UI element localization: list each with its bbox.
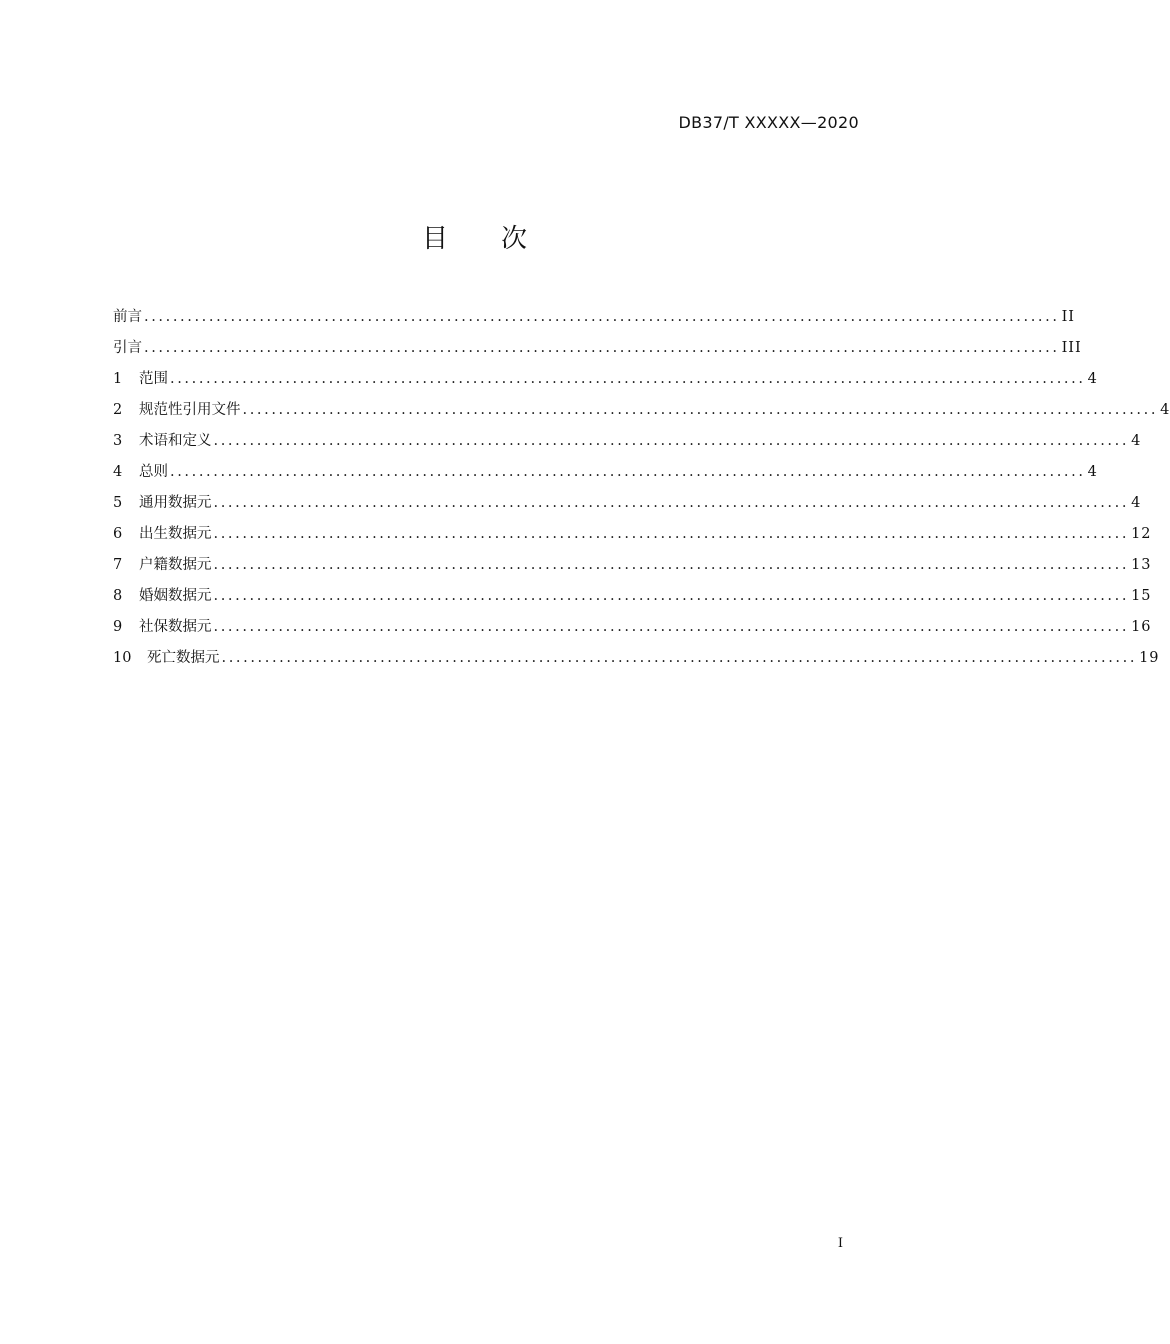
toc-entry-title: 社保数据元: [139, 619, 212, 635]
toc-leader-dots: ...............................................................................................................................: [170, 371, 1086, 387]
toc-entry-title: 户籍数据元: [139, 557, 212, 573]
toc-page-number: 19: [1139, 650, 1160, 666]
toc-entry-2[interactable]: [113, 398, 1170, 429]
toc-entry-foreword[interactable]: [113, 305, 1076, 336]
toc-title: [0, 218, 950, 255]
toc-section-number: 2: [113, 402, 123, 418]
toc-leader-dots: ...............................................................................................................................: [242, 402, 1159, 418]
toc-entry-1[interactable]: [113, 367, 1098, 398]
toc-leader-dots: ...............................................................................................................................: [213, 495, 1130, 511]
toc-page-number: 4: [1087, 371, 1098, 387]
toc-leader-dots: ...............................................................................................................................: [213, 526, 1130, 542]
toc-entry-title: 引言: [113, 340, 142, 356]
toc-entry-4[interactable]: [113, 460, 1098, 491]
toc-page-number: 12: [1131, 526, 1152, 542]
toc-entry-title: 前言: [113, 309, 142, 325]
toc-leader-dots: ...............................................................................................................................: [144, 309, 1060, 325]
toc-entry-title: 规范性引用文件: [139, 402, 241, 418]
toc-section-number: 7: [113, 557, 123, 573]
toc-entry-title: 出生数据元: [139, 526, 212, 542]
toc-leader-dots: ...............................................................................................................................: [213, 619, 1130, 635]
toc-entry-title: 范围: [139, 371, 168, 387]
toc-section-number: 10: [113, 650, 132, 666]
toc-page-number: 13: [1131, 557, 1152, 573]
toc-leader-dots: ...............................................................................................................................: [221, 650, 1138, 666]
toc-entry-introduction[interactable]: [113, 336, 1082, 367]
toc-entry-6[interactable]: [113, 522, 1152, 553]
document-code: DB37/T XXXXX—2020: [678, 113, 859, 132]
toc-title-char-1: 目: [421, 224, 449, 254]
toc-page-number: 4: [1087, 464, 1098, 480]
toc-page-number: 15: [1131, 588, 1152, 604]
toc-leader-dots: ...............................................................................................................................: [213, 433, 1130, 449]
toc-entry-title: 婚姻数据元: [139, 588, 212, 604]
toc-section-number: 4: [113, 464, 123, 480]
toc-entry-5[interactable]: [113, 491, 1142, 522]
toc-page-number: 4: [1131, 433, 1142, 449]
toc-section-number: 9: [113, 619, 123, 635]
toc-section-number: 8: [113, 588, 123, 604]
toc-entry-7[interactable]: [113, 553, 1152, 584]
page-number: I: [837, 1236, 843, 1251]
toc-leader-dots: ...............................................................................................................................: [213, 557, 1130, 573]
toc-entry-title: 死亡数据元: [147, 650, 220, 666]
toc-entry-8[interactable]: [113, 584, 1152, 615]
toc-page-number: II: [1061, 309, 1076, 325]
toc-entry-9[interactable]: [113, 615, 1152, 646]
toc-leader-dots: ...............................................................................................................................: [170, 464, 1086, 480]
toc-section-number: 5: [113, 495, 123, 511]
toc-entry-title: 术语和定义: [139, 433, 212, 449]
toc-list: [113, 305, 1170, 677]
toc-entry-title: 通用数据元: [139, 495, 212, 511]
toc-entry-10[interactable]: [113, 646, 1160, 677]
toc-entry-title: 总则: [139, 464, 168, 480]
toc-page-number: III: [1061, 340, 1082, 356]
toc-page-number: 16: [1131, 619, 1152, 635]
toc-page-number: 4: [1160, 402, 1170, 418]
toc-page-number: 4: [1131, 495, 1142, 511]
toc-leader-dots: ...............................................................................................................................: [144, 340, 1060, 356]
toc-entry-3[interactable]: [113, 429, 1142, 460]
toc-section-number: 6: [113, 526, 123, 542]
toc-leader-dots: ...............................................................................................................................: [213, 588, 1130, 604]
toc-section-number: 1: [113, 371, 123, 387]
toc-section-number: 3: [113, 433, 123, 449]
toc-title-char-2: 次: [501, 224, 529, 254]
